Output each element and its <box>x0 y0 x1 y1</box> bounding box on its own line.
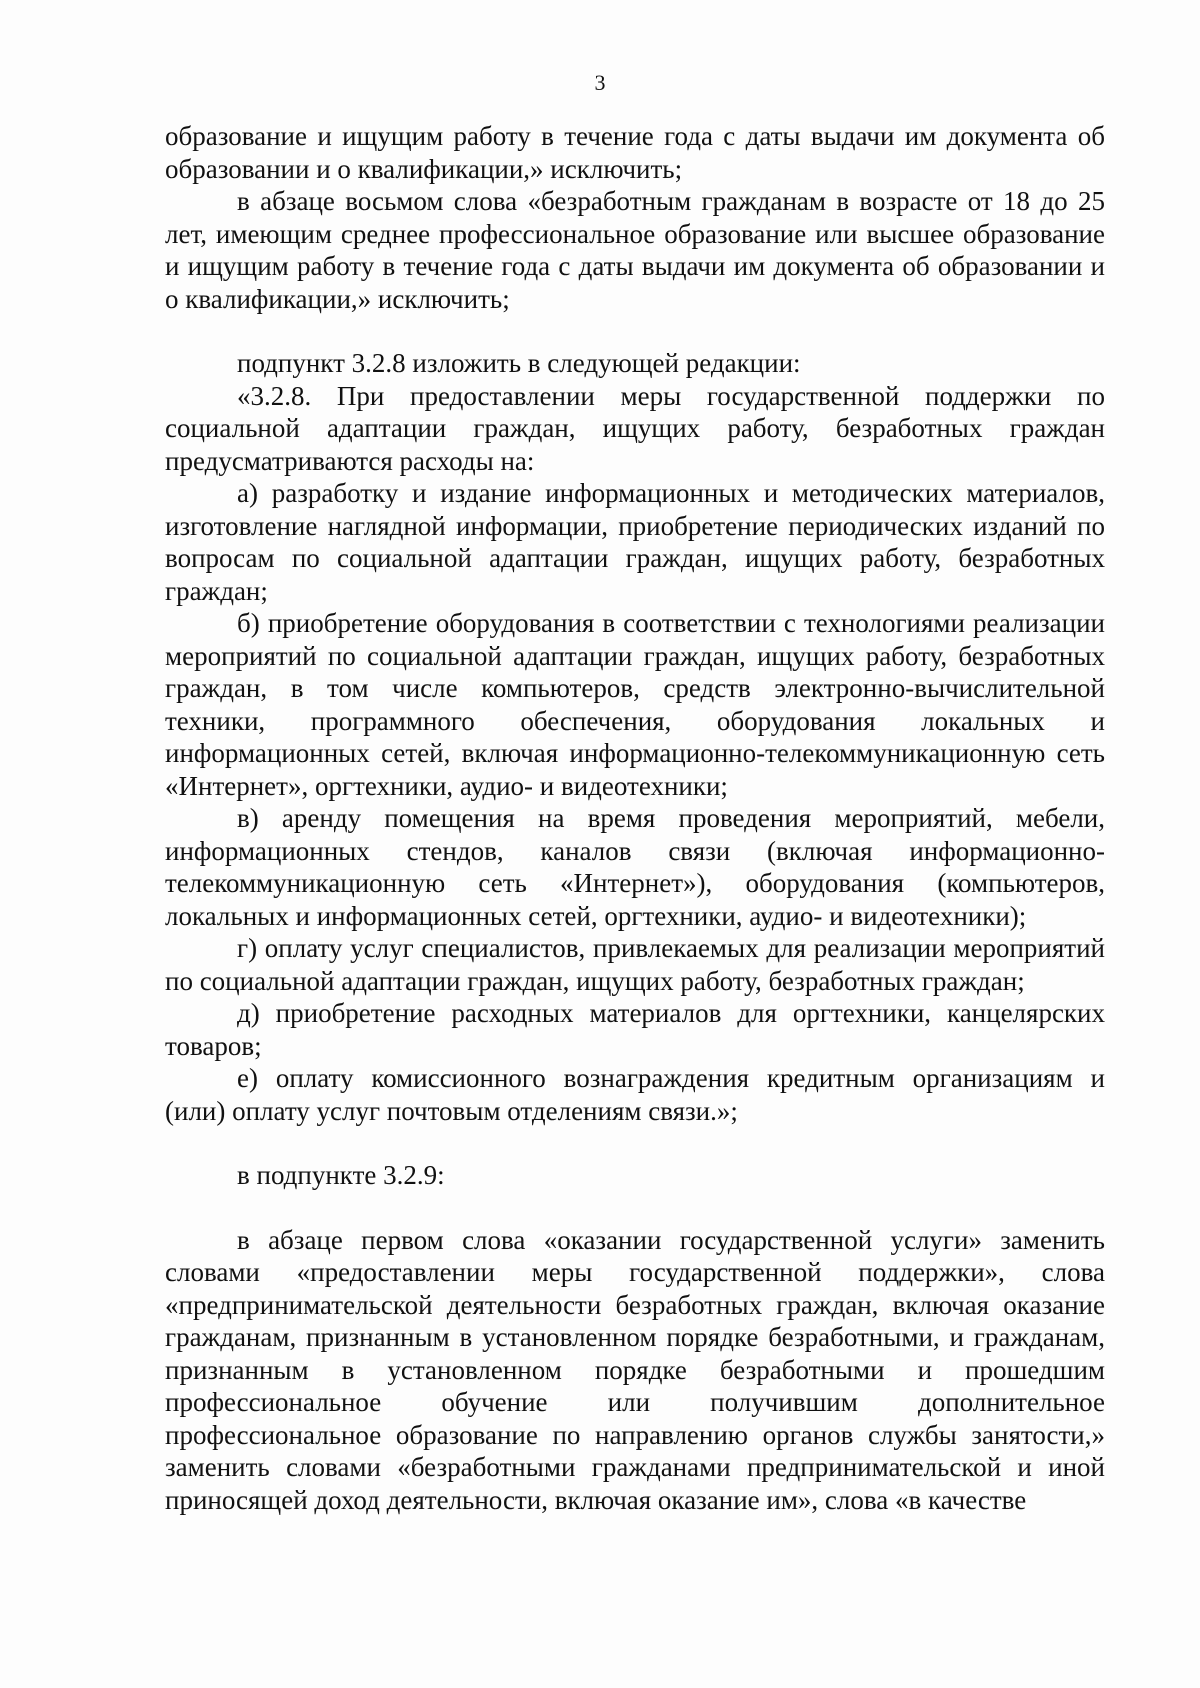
paragraph-abzac-vosmoy: в абзаце восьмом слова «безработным гражданам в возрасте от 18 до 25 лет, имеющим среднее профессиональное образование или высшее образование и ищущим работу в течение года с даты выдачи им документа об образовании и о квалификации,» исключить; <box>165 186 1105 314</box>
list-item-a: а) разработку и издание информационных и методических материалов, изготовление наглядной информации, приобретение периодических изданий по вопросам по социальной адаптации граждан, ищущих работу, безработных граждан; <box>165 478 1105 606</box>
list-item-v: в) аренду помещения на время проведения мероприятий, мебели, информационных стендов, каналов связи (включая информационно-телекоммуникационную сеть «Интернет»), оборудования (компьютеров, локальных и информационных сетей, оргтехники, аудио- и видеотехники); <box>165 803 1105 931</box>
page-number: 3 <box>594 70 606 95</box>
paragraph-abzac-perviy: в абзаце первом слова «оказании государственной услуги» заменить словами «предоставлении меры государственной поддержки», слова «предпринимательской деятельности безработных граждан, включая оказание гражданам, признанным в установленном порядке безработными, и гражданам, признанным в установленном порядке безработными и прошедшим профессиональное обучение или получившим дополнительное профессиональное образование по направлению органов службы занятости,» заменить словами «безработными гражданами предпринимательской и иной приносящей доход деятельности, включая оказание им», слова «в качестве <box>165 1224 1105 1515</box>
list-item-b: б) приобретение оборудования в соответствии с технологиями реализации мероприятий по социальной адаптации граждан, ищущих работу, безработных граждан, в том числе компьютеров, средств электронно-вычислительной техники, программного обеспечения, оборудования локальных и информационных сетей, включая информационно-телекоммуникационную сеть «Интернет», оргтехники, аудио- и видеотехники; <box>165 608 1105 801</box>
paragraph-subitem-3-2-9-intro: в подпункте 3.2.9: <box>237 1160 445 1190</box>
paragraph-continuation: образование и ищущим работу в течение года с даты выдачи им документа об образовании и о квалификации,» исключить; <box>165 121 1105 184</box>
document-body <box>165 120 1105 1516</box>
list-item-g: г) оплату услуг специалистов, привлекаемых для реализации мероприятий по социальной адаптации граждан, ищущих работу, безработных граждан; <box>165 933 1105 996</box>
list-item-d: д) приобретение расходных материалов для оргтехники, канцелярских товаров; <box>165 998 1105 1061</box>
paragraph-subitem-3-2-8-intro: подпункт 3.2.8 изложить в следующей редакции: <box>237 348 801 378</box>
list-item-e: е) оплату комиссионного вознаграждения кредитным организациям и (или) оплату услуг почтовым отделениям связи.»; <box>165 1063 1105 1126</box>
paragraph-3-2-8: «3.2.8. При предоставлении меры государственной поддержки по социальной адаптации граждан, ищущих работу, безработных граждан предусматриваются расходы на: <box>165 380 1105 476</box>
